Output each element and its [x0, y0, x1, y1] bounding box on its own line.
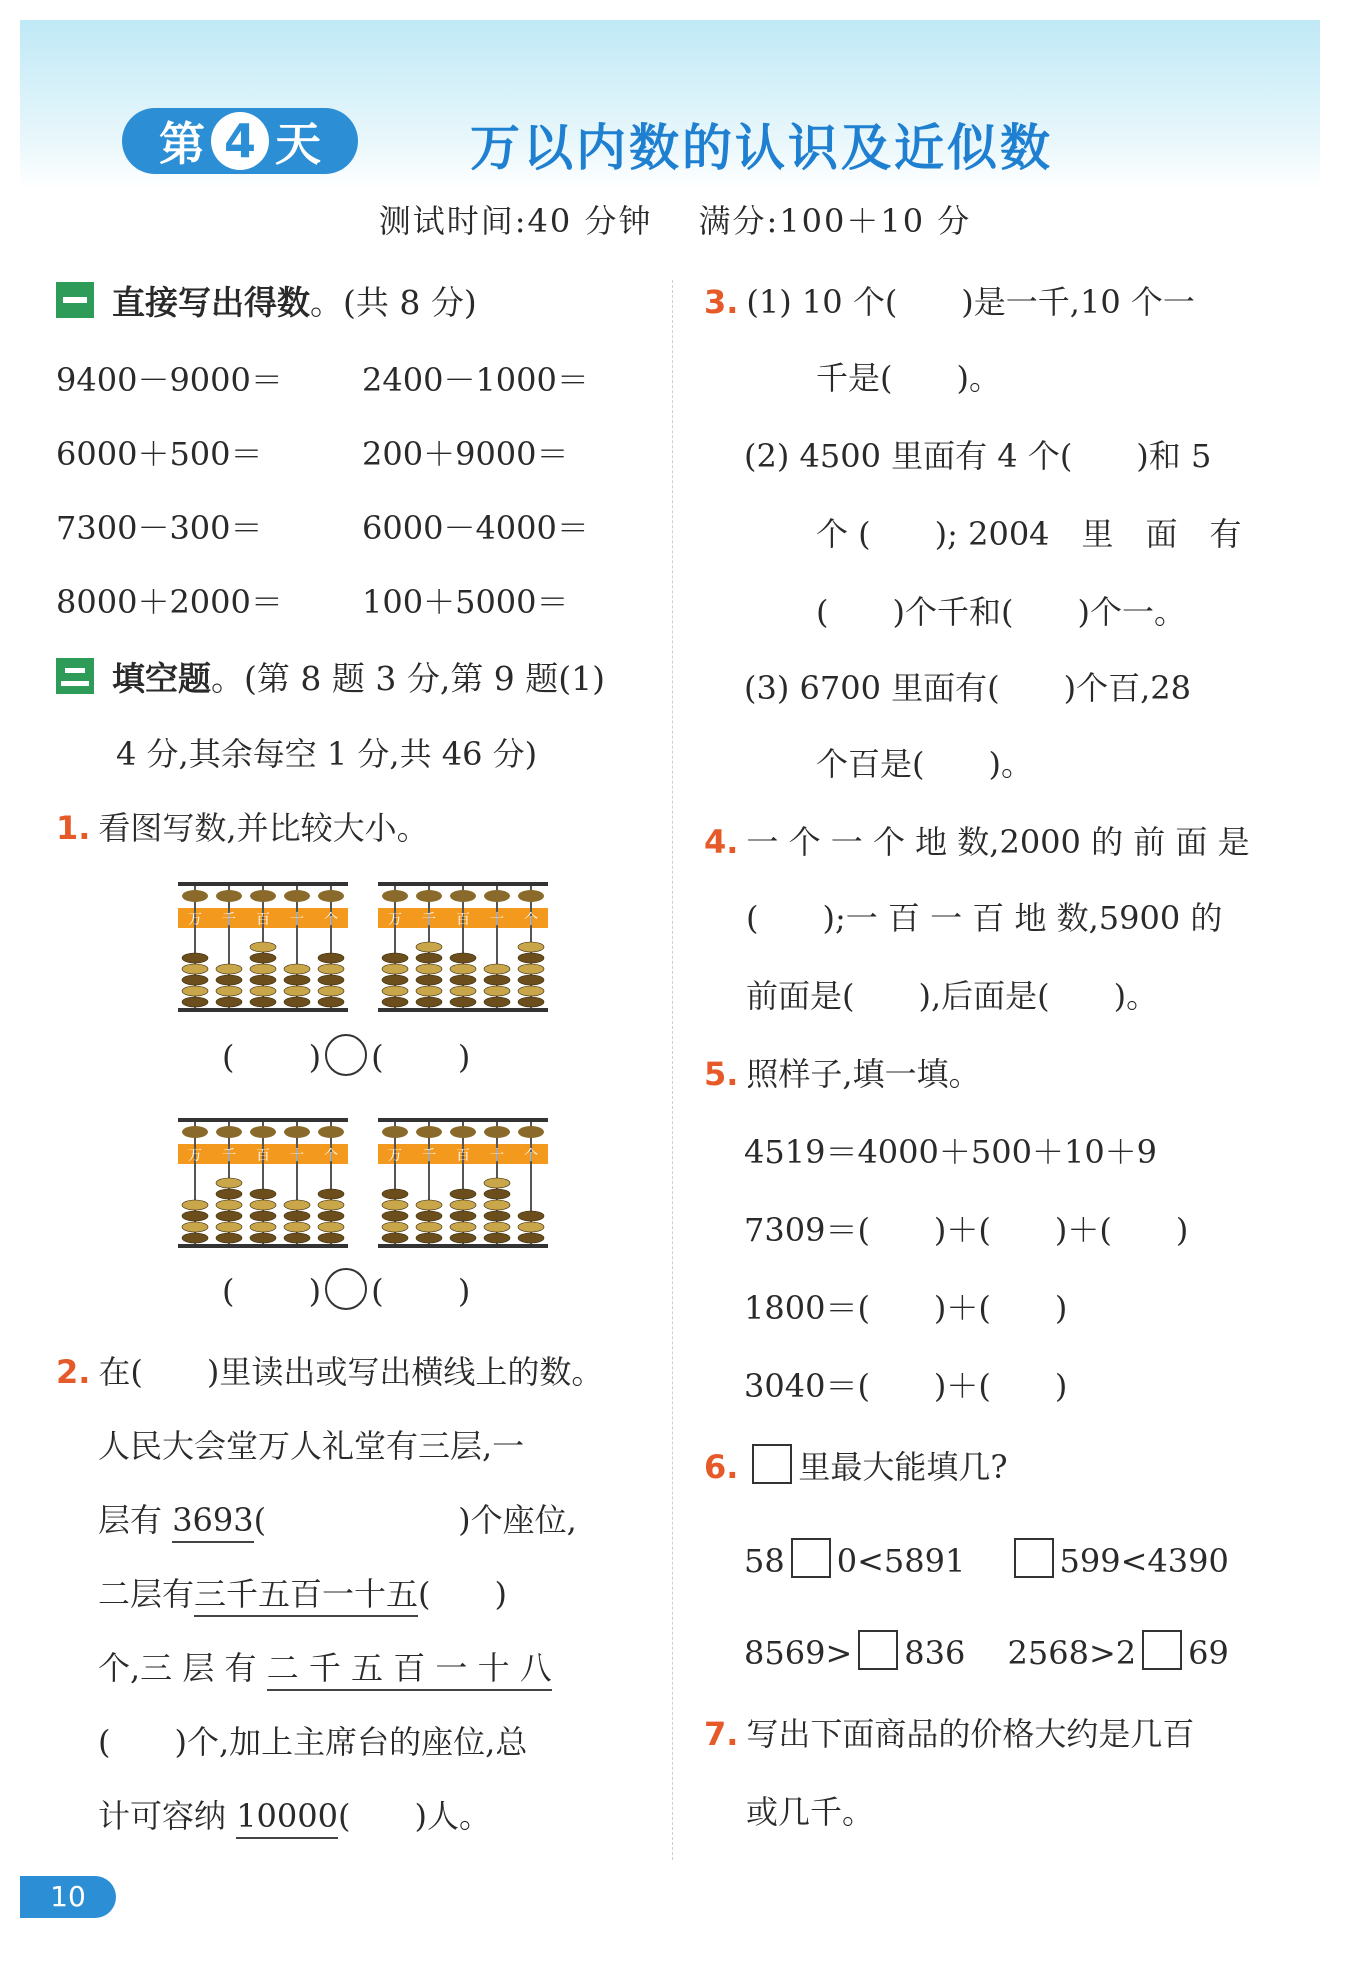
q6-box-d[interactable]: [1142, 1630, 1182, 1670]
q2-prompt: [56, 1352, 603, 1392]
section-two-icon: [56, 658, 94, 694]
abacus-bead: [318, 997, 344, 1007]
abacus-bead: [484, 975, 510, 985]
q2-line-3-a: 层有: [98, 1501, 173, 1539]
q6-box-a[interactable]: [791, 1538, 831, 1578]
abacus-bead: [284, 1222, 310, 1232]
abacus-bead: [284, 1211, 310, 1221]
page-title: 万以内数的认识及近似数: [470, 119, 1053, 177]
q6-row-1: [744, 1538, 1229, 1581]
abacus-bead: [416, 942, 442, 952]
q2-underlined-words-1: 三千五百一十五: [194, 1575, 418, 1617]
abacus-bead: [416, 953, 442, 963]
abacus-bead: [382, 890, 408, 902]
rod-label: 个: [324, 1148, 338, 1164]
abacus-bead: [182, 975, 208, 985]
abacus-bead: [382, 953, 408, 963]
abacus-bead: [250, 942, 276, 952]
q6-text: 里最大能填几?: [798, 1448, 1008, 1486]
rod-label: 千: [222, 1148, 236, 1164]
q2-underlined-words-2: 二 千 五 百 一 十 八: [267, 1649, 552, 1691]
rod-label: 百: [256, 912, 270, 928]
q1-answer-blank-4[interactable]: [384, 1272, 458, 1310]
section-one-icon: [56, 282, 94, 318]
q6-c-pre: 8569>: [744, 1634, 853, 1672]
abacus-bead: [216, 1211, 242, 1221]
section-two-score-cont: 4 分,其余每空 1 分,共 46 分): [116, 735, 538, 773]
q3-line-5: ( )个千和( )个一。: [816, 593, 1186, 631]
abacus-bead: [382, 1200, 408, 1210]
abacus-bead: [216, 1233, 242, 1243]
abacus-bead: [250, 975, 276, 985]
abacus-bead: [284, 975, 310, 985]
abacus-bead: [216, 890, 242, 902]
q3-number: 3.: [704, 283, 739, 321]
abacus-bead: [416, 890, 442, 902]
abacus-bead: [450, 1200, 476, 1210]
abacus-bead: [450, 1211, 476, 1221]
abacus-bead: [182, 890, 208, 902]
abacus-bead: [382, 997, 408, 1007]
q6-a-pre: 58: [744, 1542, 785, 1580]
abacus-bead: [182, 986, 208, 996]
abacus-bead: [216, 1200, 242, 1210]
abacus-bead: [284, 997, 310, 1007]
q2-line-4: [98, 1574, 507, 1614]
abacus-bead: [484, 1200, 510, 1210]
abacus-bead: [518, 986, 544, 996]
expr-5: 7300－300＝: [56, 509, 263, 547]
section-one-score: 。(共 8 分): [310, 283, 477, 322]
test-info: 测试时间:40 分钟 满分:100＋10 分: [378, 202, 972, 240]
abacus-bottom-bar: [178, 1244, 348, 1248]
q1-number: 1.: [56, 809, 91, 847]
q6-box-c[interactable]: [858, 1630, 898, 1670]
q4-line-2: ( );一 百 一 百 地 数,5900 的: [746, 899, 1223, 937]
abacus-bead: [416, 1233, 442, 1243]
rod-label: 十: [290, 912, 304, 928]
abacus-bead: [318, 1126, 344, 1138]
expr-7: 8000＋2000＝: [56, 583, 283, 621]
abacus-3: [178, 1116, 348, 1252]
abacus-bead: [318, 1189, 344, 1199]
abacus-bead: [518, 1211, 544, 1221]
abacus-bead: [318, 1211, 344, 1221]
expr-1: 9400－9000＝: [56, 361, 283, 399]
q5-number: 5.: [704, 1055, 739, 1093]
abacus-bead: [450, 953, 476, 963]
q7-number: 7.: [704, 1715, 739, 1753]
abacus-bead: [484, 1222, 510, 1232]
q7-line-2: 或几千。: [746, 1793, 875, 1831]
q4-line-3: 前面是( ),后面是( )。: [746, 977, 1159, 1015]
abacus-bead: [484, 1233, 510, 1243]
rod-label: 百: [456, 1148, 470, 1164]
abacus-bead: [518, 997, 544, 1007]
expr-4: 200＋9000＝: [362, 435, 569, 473]
abacus-bead: [450, 975, 476, 985]
expr-2: 2400－1000＝: [362, 361, 589, 399]
abacus-bead: [318, 964, 344, 974]
abacus-bead: [250, 997, 276, 1007]
abacus-bead: [216, 1189, 242, 1199]
abacus-bead: [518, 1126, 544, 1138]
q1-prompt: [56, 808, 429, 848]
q1-text: 看图写数,并比较大小。: [98, 809, 429, 847]
abacus-bead: [382, 986, 408, 996]
abacus-bottom-bar: [178, 1008, 348, 1012]
abacus-bead: [250, 1222, 276, 1232]
abacus-bead: [416, 975, 442, 985]
day-suffix: 天: [275, 117, 321, 171]
abacus-bead: [250, 1189, 276, 1199]
abacus-bead: [318, 1200, 344, 1210]
q5-row-1: 7309＝( )＋( )＋( ): [744, 1211, 1189, 1249]
q2-line-1: 在( )里读出或写出横线上的数。: [98, 1353, 604, 1391]
abacus-bead: [382, 975, 408, 985]
rod-label: 万: [388, 912, 402, 928]
abacus-bead: [484, 1126, 510, 1138]
rod-label: 十: [490, 1148, 504, 1164]
q1-answer-blank-3[interactable]: [234, 1272, 308, 1310]
q1-answer-blank-2[interactable]: [384, 1038, 458, 1076]
section-two-score: 。(第 8 题 3 分,第 9 题(1): [211, 659, 606, 698]
q3-line-2: 千是( )。: [816, 359, 1001, 397]
rod-label: 万: [188, 912, 202, 928]
section-one-title: 直接写出得数: [112, 283, 310, 322]
rod-label: 百: [256, 1148, 270, 1164]
abacus-bead: [318, 890, 344, 902]
section-two-heading: [56, 658, 605, 699]
q4-line-1: [704, 822, 1250, 862]
abacus-bead: [216, 1178, 242, 1188]
q5-row-2: 1800＝( )＋( ): [744, 1289, 1068, 1327]
q2-line-7-a: 计可容纳: [98, 1797, 237, 1835]
day-badge: [122, 108, 358, 174]
day-prefix: 第: [159, 117, 205, 171]
q2-line-7-b: ( )人。: [337, 1797, 491, 1835]
rod-label: 个: [524, 912, 538, 928]
rod-label: 千: [222, 912, 236, 928]
abacus-bead: [484, 997, 510, 1007]
abacus-bead: [250, 1233, 276, 1243]
rod-label: 千: [422, 1148, 436, 1164]
abacus-4: [378, 1116, 548, 1252]
abacus-bead: [416, 964, 442, 974]
abacus-bead: [182, 953, 208, 963]
abacus-bead: [284, 1126, 310, 1138]
q3-line-4: 个 ( ); 2004 里 面 有: [816, 515, 1242, 553]
q6-number: 6.: [704, 1448, 739, 1486]
abacus-bead: [182, 997, 208, 1007]
abacus-bead: [382, 1222, 408, 1232]
q2-line-3-b: ( )个座位,: [253, 1501, 577, 1539]
q2-line-6: ( )个,加上主席台的座位,总: [98, 1723, 528, 1761]
abacus-bead: [216, 964, 242, 974]
q5-prompt: [704, 1054, 981, 1094]
q6-d-post: 69: [1188, 1634, 1229, 1672]
abacus-bead: [250, 1211, 276, 1221]
rod-label: 十: [490, 912, 504, 928]
q2-line-2: 人民大会堂万人礼堂有三层,一: [98, 1427, 525, 1465]
q6-c-post: 836: [904, 1634, 966, 1672]
q2-line-4-a: 二层有: [98, 1575, 195, 1613]
expr-6: 6000－4000＝: [362, 509, 589, 547]
abacus-bead: [484, 1189, 510, 1199]
abacus-bead: [318, 1233, 344, 1243]
q1-compare-row-2: [222, 1268, 470, 1311]
q7-line-1: [704, 1714, 1194, 1754]
q6-a-post: 0<5891: [836, 1542, 966, 1580]
abacus-bead: [382, 1233, 408, 1243]
abacus-bead: [382, 1126, 408, 1138]
blank-open: (: [371, 1272, 384, 1310]
q6-d-pre: 2568>2: [1007, 1634, 1137, 1672]
expr-8: 100＋5000＝: [362, 583, 569, 621]
abacus-bead: [416, 1126, 442, 1138]
abacus-bead: [518, 1222, 544, 1232]
abacus-bead: [182, 964, 208, 974]
abacus-bead: [216, 986, 242, 996]
abacus-bead: [518, 953, 544, 963]
abacus-bead: [284, 986, 310, 996]
abacus-bead: [416, 986, 442, 996]
abacus-bead: [382, 1189, 408, 1199]
q1-compare-row-1: [222, 1034, 470, 1077]
abacus-bead: [284, 964, 310, 974]
q4-number: 4.: [704, 823, 739, 861]
abacus-bead: [182, 1222, 208, 1232]
abacus-bead: [450, 997, 476, 1007]
q3-line-6: (3) 6700 里面有( )个百,28: [744, 669, 1191, 707]
abacus-bead: [382, 1211, 408, 1221]
compare-circle-2[interactable]: [325, 1268, 367, 1310]
abacus-bead: [484, 986, 510, 996]
abacus-bead: [518, 1233, 544, 1243]
q3-line-1: [704, 282, 1195, 322]
abacus-bead: [450, 1233, 476, 1243]
abacus-bead: [416, 1211, 442, 1221]
q2-line-5: [98, 1648, 552, 1688]
q2-line-5-a: 个,三 层 有: [98, 1649, 267, 1687]
q2-line-7: [98, 1796, 491, 1836]
rod-label: 个: [324, 912, 338, 928]
q6-example-box: [752, 1444, 792, 1484]
q5-example: 4519＝4000＋500＋10＋9: [744, 1133, 1158, 1171]
abacus-bead: [450, 1222, 476, 1232]
section-two-title: 填空题: [112, 659, 211, 698]
abacus-bead: [484, 1211, 510, 1221]
abacus-bead: [518, 890, 544, 902]
abacus-bead: [318, 986, 344, 996]
abacus-bead: [250, 953, 276, 963]
rod-label: 万: [188, 1148, 202, 1164]
q3-line-1-text: (1) 10 个( )是一千,10 个一: [746, 283, 1195, 321]
blank-open: (: [371, 1038, 384, 1076]
abacus-bottom-bar: [378, 1244, 548, 1248]
abacus-bead: [182, 1200, 208, 1210]
abacus-bead: [250, 890, 276, 902]
column-divider: [672, 280, 673, 1860]
page-number: 10: [20, 1876, 116, 1918]
q2-underlined-number: 3693: [172, 1501, 253, 1543]
compare-circle-1[interactable]: [325, 1034, 367, 1076]
abacus-bead: [250, 986, 276, 996]
q1-answer-blank-1[interactable]: [234, 1038, 308, 1076]
blank-close: ): [308, 1272, 322, 1310]
abacus-bead: [216, 997, 242, 1007]
q6-prompt: [704, 1444, 1008, 1487]
rod-label: 千: [422, 912, 436, 928]
abacus-bead: [250, 1200, 276, 1210]
q6-row-2: [744, 1630, 1229, 1673]
q6-box-b[interactable]: [1014, 1538, 1054, 1578]
q3-line-3: (2) 4500 里面有 4 个( )和 5: [744, 437, 1212, 475]
q2-line-4-b: ( ): [418, 1575, 508, 1613]
abacus-bead: [216, 975, 242, 985]
abacus-bead: [484, 890, 510, 902]
abacus-top-bar: [378, 882, 548, 886]
expr-3: 6000＋500＝: [56, 435, 263, 473]
blank-close: ): [457, 1272, 471, 1310]
abacus-bead: [182, 1233, 208, 1243]
day-number: 4: [211, 112, 269, 170]
abacus-bead: [484, 964, 510, 974]
q5-text: 照样子,填一填。: [746, 1055, 981, 1093]
abacus-bead: [216, 1126, 242, 1138]
abacus-bead: [416, 997, 442, 1007]
abacus-bead: [450, 1189, 476, 1199]
abacus-bead: [450, 1126, 476, 1138]
abacus-bead: [450, 890, 476, 902]
q7-line-1-text: 写出下面商品的价格大约是几百: [746, 1715, 1195, 1753]
rod-label: 十: [290, 1148, 304, 1164]
abacus-bead: [284, 1200, 310, 1210]
abacus-bead: [284, 1233, 310, 1243]
abacus-bead: [518, 942, 544, 952]
q4-line-1-text: 一 个 一 个 地 数,2000 的 前 面 是: [746, 823, 1250, 861]
section-one-heading: [56, 282, 477, 323]
q2-number: 2.: [56, 1353, 91, 1391]
abacus-bead: [216, 1222, 242, 1232]
abacus-bead: [484, 1178, 510, 1188]
abacus-bead: [450, 964, 476, 974]
abacus-top-bar: [178, 1118, 348, 1122]
q3-line-7: 个百是( )。: [816, 745, 1033, 783]
abacus-bottom-bar: [378, 1008, 548, 1012]
abacus-bead: [518, 964, 544, 974]
rod-label: 百: [456, 912, 470, 928]
abacus-bead: [518, 975, 544, 985]
rod-label: 个: [524, 1148, 538, 1164]
abacus-bead: [382, 964, 408, 974]
abacus-bead: [318, 953, 344, 963]
blank-close: ): [457, 1038, 471, 1076]
abacus-bead: [450, 986, 476, 996]
abacus-bead: [250, 1126, 276, 1138]
abacus-bead: [250, 964, 276, 974]
abacus-bead: [318, 975, 344, 985]
abacus-bead: [318, 1222, 344, 1232]
rod-label: 万: [388, 1148, 402, 1164]
abacus-bead: [182, 1211, 208, 1221]
q2-line-3: [98, 1500, 577, 1540]
blank-open: (: [222, 1272, 235, 1310]
q6-b-post: 599<4390: [1059, 1542, 1229, 1580]
blank-close: ): [308, 1038, 322, 1076]
blank-open: (: [222, 1038, 235, 1076]
q5-row-3: 3040＝( )＋( ): [744, 1367, 1068, 1405]
abacus-2: [378, 880, 548, 1016]
abacus-bead: [284, 890, 310, 902]
abacus-bead: [416, 1222, 442, 1232]
abacus-bead: [416, 1200, 442, 1210]
abacus-bead: [182, 1126, 208, 1138]
abacus-top-bar: [378, 1118, 548, 1122]
abacus-1: [178, 880, 348, 1016]
abacus-top-bar: [178, 882, 348, 886]
q2-underlined-total: 10000: [236, 1797, 338, 1839]
